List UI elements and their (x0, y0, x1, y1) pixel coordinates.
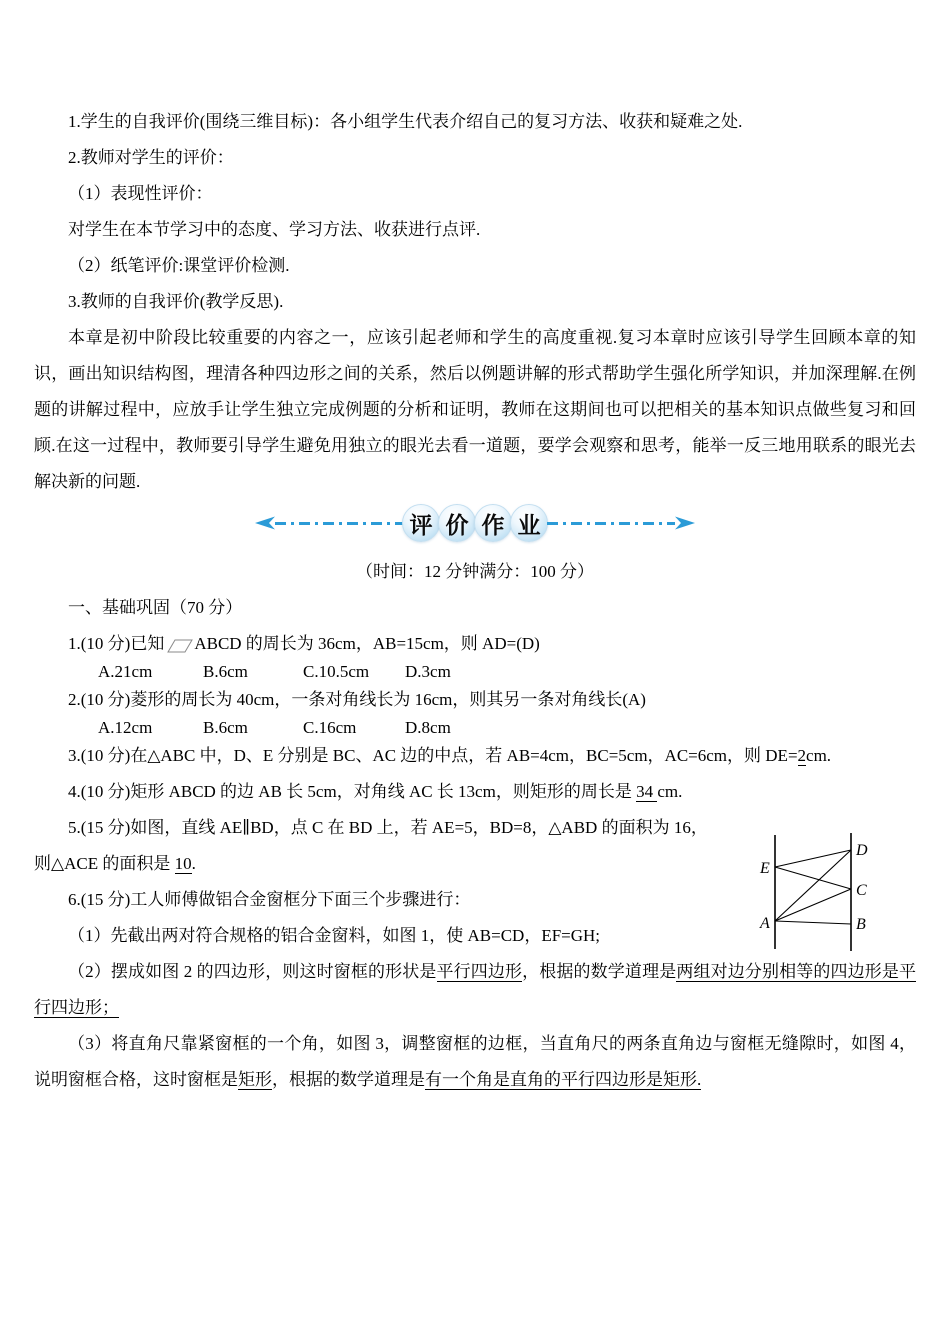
question-4-post: cm. (657, 782, 683, 801)
banner-char-bubble (474, 504, 512, 542)
banner-title-char: 业 (517, 511, 541, 538)
option: D.3cm (405, 662, 451, 681)
step3-answer2: 有一个角是直角的平行四边形是矩形. (425, 1070, 702, 1089)
figure-point-label-A: A (760, 915, 770, 932)
geometry-figure-q5 (756, 833, 938, 951)
question-2-options (34, 718, 916, 738)
question-1-post: ABCD 的周长为 36cm，AB=15cm，则 AD=(D) (194, 634, 540, 653)
question-5-answer: 10 (174, 854, 192, 873)
option: B.6cm (203, 718, 248, 737)
question-6-step1: （1）先截出两对符合规格的铝合金窗料，如图 1，使 AB=CD，EF=GH; (68, 926, 601, 945)
step2-pre: （2）摆成如图 2 的四边形，则这时窗框的形状是 (68, 962, 437, 981)
question-3 (34, 738, 916, 774)
question-2: 2.(10 分)菱形的周长为 40cm，一条对角线长为 16cm，则其另一条对角线长(A) (68, 690, 646, 709)
question-3-post: cm. (806, 746, 832, 765)
figure-point-label-D: D (856, 842, 868, 859)
banner-title-char: 评 (409, 511, 433, 538)
step2-answer2: 两组对边分别相等的四边形是平行四边形； (34, 962, 917, 1017)
time-score-note: （时间：12 分钟满分：100 分） (356, 562, 594, 581)
step2-mid: ，根据的数学道理是 (522, 962, 677, 981)
question-5-line1: 5.(15 分)如图，直线 AE∥BD，点 C 在 BD 上，若 AE=5，BD=8，△ABD 的面积为 16， (68, 818, 708, 837)
arrow-left-icon (255, 515, 275, 531)
chapter-summary-paragraph: 本章是初中阶段比较重要的内容之一，应该引起老师和学生的高度重视.复习本章时应该引导学生回顾本章的知识，画出知识结构图，理清各种四边形之间的关系，然后以例题讲解的形式帮助学生强化所学知识，并加深理解.在例题的讲解过程中，应放手让学生独立完成例题的分析和证明，教师在这期间也可以把相关的基本知识点做些复习和回顾.在这一过程中，教师要引导学生避免用独立的眼光去看一道题，要学会观察和思考，能举一反三地用联系的眼光去解决新的问题. (34, 328, 916, 491)
banner-char-bubble (402, 504, 440, 542)
question-4-pre: 4.(10 分)矩形 ABCD 的边 AB 长 5cm，对角线 AC 长 13cm，则矩形的周长是 (68, 782, 637, 801)
step3-pre: （3）将直角尺靠紧窗框的一个角，如图 3，调整窗框的边框，当直角尺的两条直角边与窗框无缝隙时，如图 4，说明窗框合格，这时窗框是 (34, 1034, 916, 1089)
option: C.10.5cm (303, 662, 370, 681)
banner-title-char: 作 (481, 511, 505, 538)
question-3-answer: 2 (797, 746, 807, 765)
step3-answer1: 矩形 (238, 1070, 272, 1089)
step3-mid: ，根据的数学道理是 (272, 1070, 425, 1089)
option: D.8cm (405, 718, 451, 737)
dash-dot-line-right (547, 522, 675, 525)
question-5-post: . (191, 854, 196, 873)
figure-point-label-E: E (760, 860, 770, 877)
option: B.6cm (203, 662, 248, 681)
option: C.16cm (303, 718, 357, 737)
question-6-step3 (34, 1026, 916, 1098)
banner-title-char: 价 (445, 511, 469, 538)
step2-answer1: 平行四边形 (436, 962, 523, 981)
question-4 (34, 774, 916, 810)
question-6-step2 (34, 954, 916, 1026)
option: A.12cm (98, 718, 153, 737)
question-1-pre: 1.(10 分)已知 (68, 634, 165, 653)
evaluation-homework-banner (34, 500, 916, 546)
question-1-options (34, 662, 916, 682)
evaluation-note-line: 2.教师对学生的评价： (68, 148, 234, 167)
arrow-right-icon (675, 515, 695, 531)
evaluation-note-line: （2）纸笔评价:课堂评价检测. (68, 256, 290, 275)
question-6-intro: 6.(15 分)工人师傅做铝合金窗框分下面三个步骤进行： (68, 890, 471, 909)
dash-dot-line-left (275, 522, 403, 525)
evaluation-note-line: 3.教师的自我评价(教学反思). (68, 292, 284, 311)
option: A.21cm (98, 662, 153, 681)
parallelogram-icon (167, 638, 193, 654)
question-3-pre: 3.(10 分)在△ABC 中，D、E 分别是 BC、AC 边的中点，若 AB=4cm，BC=5cm，AC=6cm，则 DE= (68, 746, 798, 765)
figure-point-label-C: C (856, 882, 867, 899)
evaluation-note-line: （1）表现性评价： (68, 184, 213, 203)
banner-char-bubble (438, 504, 476, 542)
evaluation-note-line: 1.学生的自我评价(围绕三维目标)：各小组学生代表介绍自己的复习方法、收获和疑难之处. (68, 112, 743, 131)
question-5-pre: 则△ACE 的面积是 (34, 854, 175, 873)
section-heading: 一、基础巩固（70 分） (68, 598, 243, 617)
evaluation-note-line: 对学生在本节学习中的态度、学习方法、收获进行点评. (68, 220, 481, 239)
question-4-answer: 34 (636, 782, 658, 801)
figure-point-label-B: B (856, 916, 866, 933)
banner-char-bubble (510, 504, 548, 542)
question-1 (34, 626, 916, 662)
